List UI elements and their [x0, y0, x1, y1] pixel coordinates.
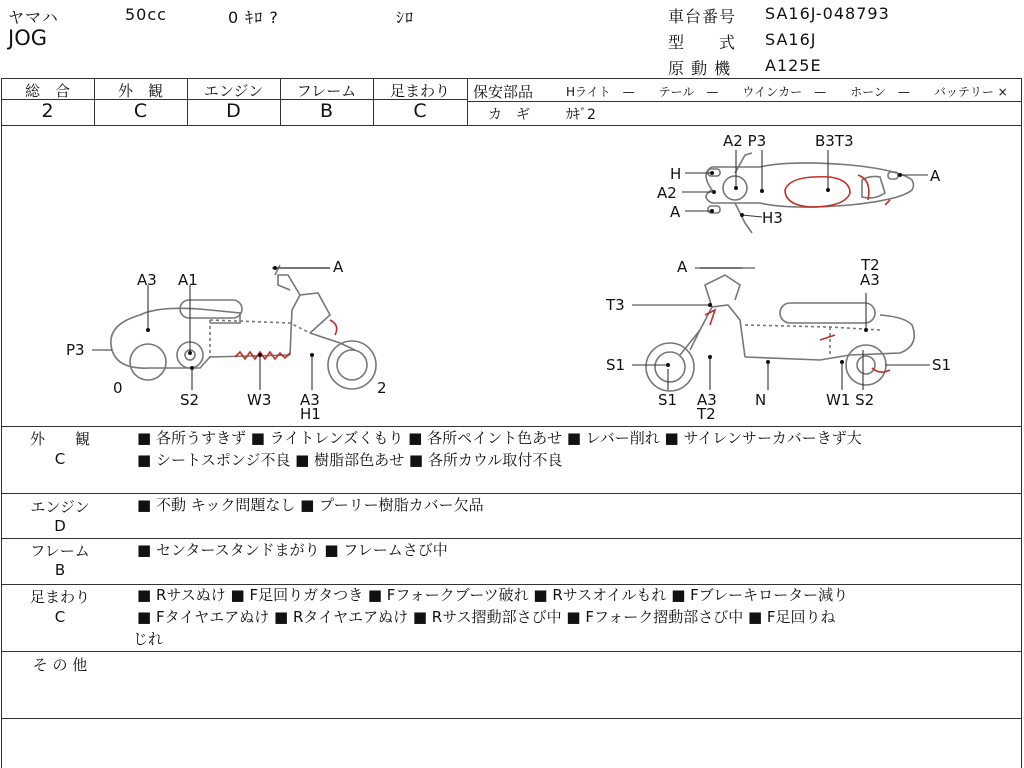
label-left-two: 2 [377, 379, 387, 397]
section-frame-notes [137, 539, 1007, 561]
note-line: ■ Rサスぬけ ■ F足回りガタつき ■ Fフォークブーツ破れ ■ Rサスオイルもれ ■ Fブレーキローター減り [137, 586, 849, 604]
safety-parts-items: Hライト — テール — ウインカー — ホーン — バッテリー × [566, 85, 1008, 99]
label-left-h1: H1 [300, 405, 321, 423]
label-right-t2: T2 [861, 256, 880, 274]
engine-label: 原 動 機 [668, 59, 732, 78]
section-exterior-notes [137, 427, 1007, 471]
label-right-a: A [677, 258, 688, 276]
label-top-a2: A2 [657, 184, 677, 202]
scooter-top-view [706, 153, 914, 233]
model-name: JOG [8, 26, 47, 50]
label-left-a3b: A3 [300, 391, 320, 409]
key-label: カ ギ [488, 107, 530, 123]
type-value: SA16J [765, 30, 817, 49]
label-right-t3: T3 [606, 296, 625, 314]
engine-value: A125E [765, 56, 822, 75]
grade-exterior-label: 外 観 [117, 82, 163, 100]
section-suspension-notes [133, 584, 1007, 650]
section-suspension-grade: C [54, 608, 66, 626]
section-exterior-grade: C [54, 450, 66, 468]
grade-frame-label: フレーム [296, 82, 357, 100]
section-other-label: そ の 他 [32, 656, 88, 674]
label-right-s1b: S1 [658, 391, 678, 409]
note-line: ■ 不動 キック問題なし ■ プーリー樹脂カバー欠品 [137, 496, 484, 514]
label-right-t2b: T2 [697, 405, 716, 423]
grade-suspension-value: C [413, 100, 427, 122]
section-engine-notes [137, 494, 1007, 516]
label-right-s1c: S1 [932, 356, 952, 374]
label-right-a3b: A3 [697, 391, 717, 409]
label-top-a2p3: A2 P3 [723, 132, 767, 150]
label-right-a3: A3 [860, 271, 880, 289]
grade-total-label: 総 合 [24, 82, 70, 100]
section-frame-grade: B [54, 561, 66, 579]
grade-frame-value: B [319, 100, 334, 122]
label-right-n: N [755, 391, 767, 409]
grade-total-value: 2 [41, 100, 54, 122]
label-right-s1a: S1 [606, 356, 626, 374]
note-line: ■ 各所うすきず ■ ライトレンズくもり ■ 各所ペイント色あせ ■ レバー削れ ■ サイレンサーカバーきず大 [137, 429, 862, 447]
displacement: 50cc [125, 5, 167, 24]
maker-name: ヤマハ [8, 8, 59, 27]
frame-no-label: 車台番号 [668, 7, 737, 26]
label-left-w3: W3 [247, 391, 272, 409]
frame-no-value: SA16J-048793 [765, 4, 890, 23]
grade-engine-value: D [226, 100, 241, 122]
label-left-s2: S2 [180, 391, 200, 409]
label-left-a3: A3 [137, 271, 157, 289]
label-top-a-left: A [670, 203, 681, 221]
damage-diagram [0, 125, 1024, 427]
label-top-h3: H3 [762, 209, 783, 227]
label-top-a-right: A [930, 167, 941, 185]
grade-engine-label: エンジン [203, 82, 264, 100]
label-top-h: H [670, 165, 682, 183]
section-engine-grade: D [54, 517, 66, 535]
note-line: じれ [133, 630, 164, 648]
label-left-p3: P3 [66, 341, 85, 359]
grade-suspension-label: 足まわり [389, 82, 450, 100]
color: ｼﾛ [396, 8, 415, 27]
type-label: 型 式 [668, 33, 737, 52]
label-left-a1: A1 [178, 271, 198, 289]
mileage: 0 ｷﾛ ? [228, 8, 279, 27]
note-line: ■ センタースタンドまがり ■ フレームさび中 [137, 541, 448, 559]
note-line: ■ シートスポンジ不良 ■ 樹脂部色あせ ■ 各所カウル取付不良 [137, 451, 563, 469]
section-frame-label: フレーム [30, 542, 90, 560]
section-exterior-label: 外 観 [29, 430, 90, 448]
label-top-b3t3: B3T3 [815, 132, 854, 150]
label-left-zero: 0 [113, 379, 123, 397]
grade-exterior-value: C [133, 100, 148, 122]
note-line: ■ Fタイヤエアぬけ ■ Rタイヤエアぬけ ■ Rサス摺動部さび中 ■ Fフォーク摺動部さび中 ■ F足回りね [137, 608, 836, 626]
section-suspension-label: 足まわり [29, 588, 90, 606]
section-engine-label: エンジン [30, 498, 90, 516]
label-right-w1s2: W1 S2 [826, 391, 875, 409]
safety-parts-label: 保安部品 [473, 83, 534, 101]
key-value: ｶｷﾞ2 [566, 107, 596, 123]
label-left-a: A [333, 258, 344, 276]
